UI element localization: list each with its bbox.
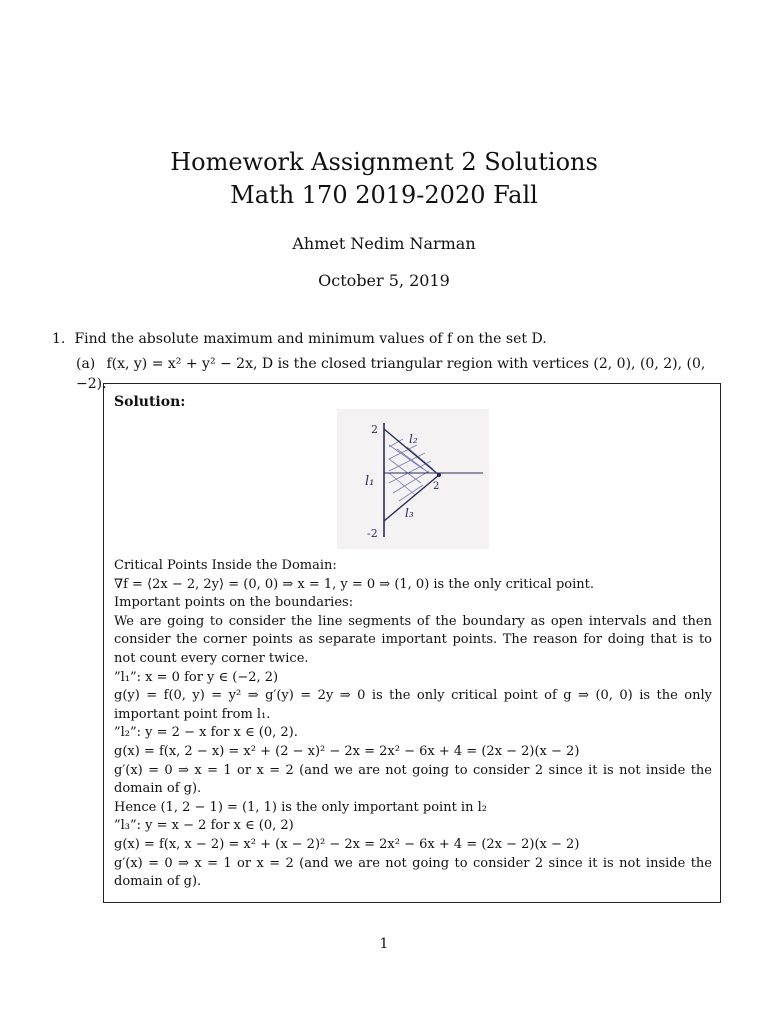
solution-line: ∇f = ⟨2x − 2, 2y⟩ = (0, 0) ⇒ x = 1, y = 0 ⇒ (1, 0) is the only critical point.: [114, 576, 595, 592]
solution-line: g(x) = f(x, x − 2) = x² + (x − 2)² − 2x = 2x² − 6x + 4 = (2x − 2)(x − 2): [114, 836, 580, 852]
solution-line: g(x) = f(x, 2 − x) = x² + (2 − x)² − 2x = 2x² − 6x + 4 = (2x − 2)(x − 2): [114, 743, 580, 759]
solution-box: [103, 383, 721, 903]
solution-line: We are going to consider the line segments of the boundary as open intervals and then consider the corner points as separate important points. The reason for doing that is to not count every corner twice.: [114, 613, 712, 666]
handdrawn-sketch: [337, 409, 489, 549]
title-line-1: Homework Assignment 2 Solutions: [170, 148, 598, 176]
sketch-label-l3: l₃: [405, 506, 414, 520]
solution-line: Important points on the boundaries:: [114, 595, 354, 611]
solution-line: Hence (1, 2 − 1) = (1, 1) is the only important point in l₂: [114, 799, 487, 815]
title-block: [0, 146, 768, 291]
solution-line: Critical Points Inside the Domain:: [114, 558, 337, 573]
sketch-label-right: 2: [433, 481, 440, 492]
author: Ahmet Nedim Narman: [292, 234, 476, 253]
solution-line: ”l₂”: y = 2 − x for x ∈ (0, 2).: [114, 725, 298, 741]
problem-number: 1.: [52, 331, 66, 347]
problem-text: Find the absolute maximum and minimum values of f on the set D.: [74, 331, 547, 347]
page-number: 1: [379, 936, 389, 952]
problem-statement: [52, 329, 732, 349]
solution-line: g′(x) = 0 ⇒ x = 1 or x = 2 (and we are not going to consider 2 since it is not inside the domain of g).: [114, 855, 712, 890]
solution-line: g(y) = f(0, y) = y² ⇒ g′(y) = 2y ⇒ 0 is the only critical point of g ⇒ (0, 0) is the only important point from l₁.: [114, 688, 712, 722]
sketch-hatching: [389, 439, 433, 501]
solution-line: ”l₃”: y = x − 2 for x ∈ (0, 2): [114, 818, 294, 834]
sketch-vertex: [437, 473, 441, 477]
sketch-svg: [337, 409, 489, 549]
sketch-label-l1: l₁: [365, 474, 375, 489]
sketch-label-l2: l₂: [409, 432, 418, 446]
title-line-2: Math 170 2019-2020 Fall: [230, 181, 538, 209]
subproblem-label: (a): [76, 356, 96, 372]
sketch-label-bottom: -2: [367, 527, 378, 540]
solution-text: [114, 557, 712, 892]
date: October 5, 2019: [318, 271, 450, 290]
solution-heading: Solution:: [114, 394, 186, 410]
sketch-label-top: 2: [371, 423, 378, 436]
solution-line: g′(x) = 0 ⇒ x = 1 or x = 2 (and we are not going to consider 2 since it is not inside the domain of g).: [114, 762, 712, 797]
subproblem-text: f(x, y) = x² + y² − 2x, D is the closed triangular region with vertices (2, 0), (0, 2), (0, −2).: [76, 356, 706, 392]
solution-line: ”l₁”: x = 0 for y ∈ (−2, 2): [114, 669, 279, 685]
